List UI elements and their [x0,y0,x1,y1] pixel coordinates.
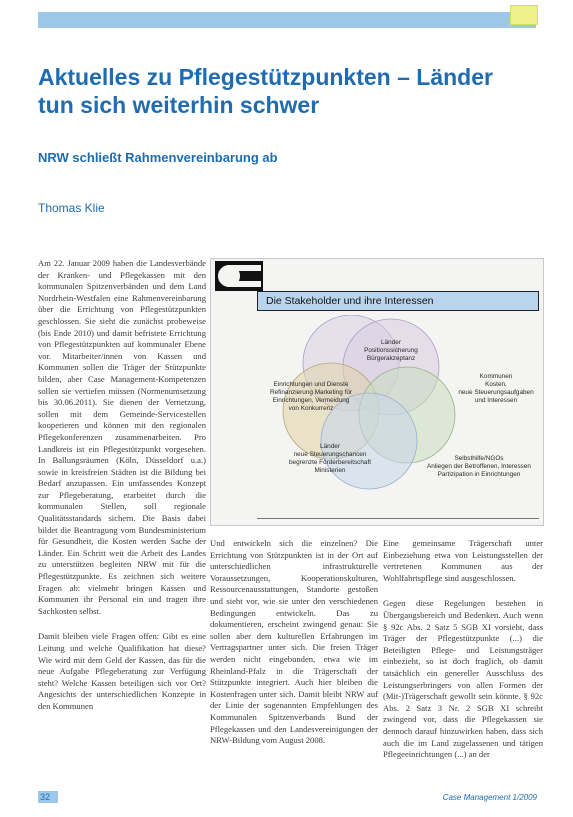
article-subtitle: NRW schließt Rahmenvereinbarung ab [38,150,278,165]
journal-name: Case Management 1/2009 [442,793,537,802]
text-column-left [38,258,206,806]
label-bottom-left: Länder neue Steuerungschancen begrenzte Förderbereitschaft Ministerien [288,443,372,474]
article-title: Aktuelles zu Pflegestützpunkten – Länder tun sich weiterhin schwer [38,64,493,118]
figure-title: Die Stakeholder und ihre Interessen [257,291,539,311]
figure-footer-line [257,518,539,519]
author-name: Thomas Klie [38,201,105,215]
label-top: Länder Positionssicherung Bürgerakzeptanz [364,339,418,362]
page-number: 32 [38,791,58,803]
text-column-right [383,538,543,806]
stakeholder-figure [210,258,544,526]
logo-icon [215,261,263,291]
paragraph: Gegen diese Regelungen bestehen in Übergangsbereich und Bedenken. Auch wenn § 92c Abs. 2 Satz 5 SGB XI vorsieht, dass Träger der Pflegestützpunkte (...) die Beteiligten Pflege- und Leistungsträger einbezieht, so ist doch fraglich, ob damit tatsächlich ein genereller Ausschluss des Leistungserbringers von allen Formen der (Mit-)Trägerschaft gewollt sein könnte. § 92c Abs. 2 Satz 3 Nr. 2 SGB XI schreibt zwingend vor, dass die Pflegekassen sie dennoch darauf hinzuwirken haben, dass sich auch die im Land zugelassenen und tätigen Pflegeeinrichtungen (...) an der [383,598,543,760]
label-bottom-right: Selbsthilfe/NGOs Anliegen der Betroffenen, Interessen Partizipation in Einrichtungen [427,455,531,478]
label-left: Einrichtungen und Dienste Refinanzierung Marketing für Einrichtungen, Vermeidung von Konkurrenz [269,381,353,412]
corner-tab [510,5,538,25]
header-color-bar [38,12,536,28]
paragraph: Am 22. Januar 2009 haben die Landesverbände der Kranken- und Pflegekassen mit den kommunalen Spitzenverbänden und dem Land Nordrhein-Westfalen eine Rahmenvereinbarung über die Errichtung von Pflegestützpunkten geschlossen. Sie sieht die zunächst probeweise (bis Ende 2010) und damit befristete Errichtung von Pflegestützpunkten auf kommunaler Ebene vor. Mitarbeiter/innen von Kassen und Kommunen sollen die Träger der Stützpunkte bilden, aber Case Management-Kompetenzen sollen sie vertiefen müssen (Normenumsetzung bis 30.06.2011). Sie dienen der Vernetzung, sollen mit dem Gemeinde-Servicestellen kooperieren und können mit den regionalen Pflegekonferenzen zusammenarbeiten. Pro Landkreis ist ein Pflegestützpunkt vorgesehen. In Ballungsräumen (Köln, Düsseldorf u.a.) sowie in kreisfreien Städten ist die Bildung bei Bedarf anzupassen. Ein umfassendes Konzept zur Pflegeberatung, erarbeitet durch die kommunalen Stellen, soll regionale Qualitätsstandards sichern. Die Basis dabei bildet die Beantragung vom Bundesministerium für Gesundheit, die Kosten werden Sache der Länder. Ein Schritt weit die Arbeit des Landes zu unterstützen begleiten NRW mit für die Pflegestützpunkte. Es zeichnen sich weitere Fragen ab: vielmehr bringen Kassen und Kommunen ihr Personal ein und tragen ihre Sachkosten selbst. [38,258,206,616]
text-column-middle [210,538,378,806]
paragraph: Eine gemeinsame Trägerschaft unter Einbeziehung etwa von Leistungsstellen der vertretenen Kommunen aus der Wohlfahrtspflege sind ausgeschlossen. [383,538,543,583]
paragraph: Und entwickeln sich die einzelnen? Die Errichtung von Stützpunkten ist in der Ort auf unterschiedlichen infrastrukturelle Voraussetzungen, Kooperationskulturen, Ressourcenausstattungen, Standorte gestoßen und sieht vor, wie sie unter den verschiedenen Bedingungen entwickeln. Das zu dokumentieren, erscheint zwingend genau: Sie sollen aber dem kulturellen Erfahrungen im Vertragspartner unter sich. Die freien Träger werden nicht eingebunden, etwa wie im Rheinland-Pfalz in die Trägerschaft der Stützpunkte integriert. Auch hier bleiben die Kostenfragen unter sich. Damit bleibt NRW auf der Linie der sogenannten Empfehlungen des Kommunalen Spitzenverbands Bund der Pflegekassen und den Landesvereinigungen der NRW-Bildung vom August 2008. [210,538,378,746]
label-right: Kommunen Kosten, neue Steuerungsaufgaben und Interessen [458,373,534,404]
paragraph: Damit bleiben viele Fragen offen: Gibt es eine Leitung und welche Qualifikation hat diese? Wie wird mit dem Geld der Kassen, das für die neue Aufgabe Pflegeberatung zur Verfügung steht? Welche Kassen beteiligen sich vor Ort? Angesichts der unterschiedlichen Konzepte in den Kommunen [38,631,206,711]
